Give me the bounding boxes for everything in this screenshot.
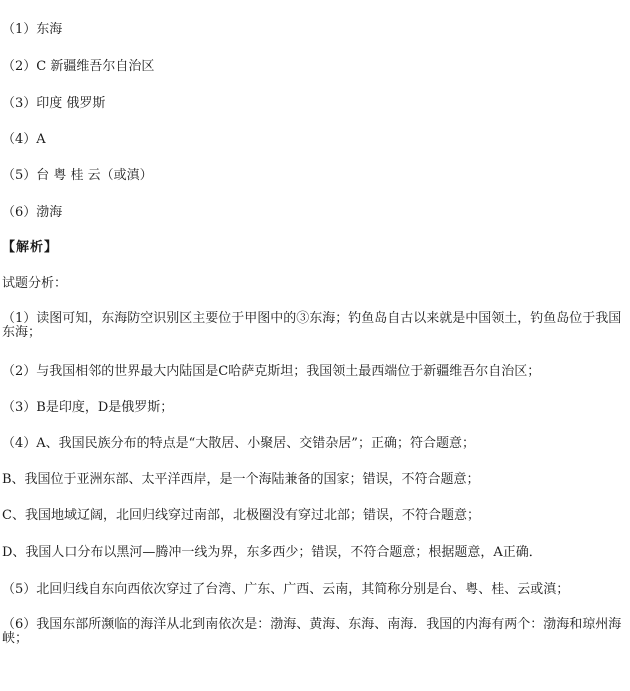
analysis-line-1: （1）读图可知，东海防空识别区主要位于甲图中的③东海；钓鱼岛自古以来就是中国领土，钓鱼岛位于我国东海； bbox=[2, 311, 622, 340]
analysis-line-3: （3）B是印度，D是俄罗斯； bbox=[2, 400, 174, 415]
answer-line-1: （1）东海 bbox=[2, 22, 63, 37]
analysis-intro: 试题分析： bbox=[2, 276, 68, 291]
analysis-line-2: （2）与我国相邻的世界最大内陆国是C哈萨克斯坦；我国领土最西端位于新疆维吾尔自治区； bbox=[2, 364, 541, 379]
answer-line-6: （6）渤海 bbox=[2, 205, 63, 220]
answer-line-3: （3）印度 俄罗斯 bbox=[2, 96, 106, 111]
analysis-heading: 【解析】 bbox=[2, 240, 59, 255]
analysis-line-7: D、我国人口分布以黑河—腾冲一线为界，东多西少；错误，不符合题意；根据题意，A正确． bbox=[2, 545, 542, 560]
answer-line-5: （5）台 粤 桂 云（或滇） bbox=[2, 168, 153, 183]
analysis-line-6: C、我国地域辽阔，北回归线穿过南部，北极圈没有穿过北部；错误，不符合题意； bbox=[2, 508, 480, 523]
analysis-line-4: （4）A、我国民族分布的特点是“大散居、小聚居、交错杂居”；正确；符合题意； bbox=[2, 436, 475, 451]
analysis-line-8: （5）北回归线自东向西依次穿过了台湾、广东、广西、云南，其简称分别是台、粤、桂、云或滇； bbox=[2, 582, 570, 597]
analysis-line-5: B、我国位于亚洲东部、太平洋西岸，是一个海陆兼备的国家；错误，不符合题意； bbox=[2, 472, 480, 487]
answer-line-2: （2）C 新疆维吾尔自治区 bbox=[2, 59, 155, 74]
analysis-line-9: （6）我国东部所濒临的海洋从北到南依次是：渤海、黄海、东海、南海．我国的内海有两个：渤海和琼州海峡； bbox=[2, 617, 622, 646]
answer-line-4: （4）A bbox=[2, 132, 46, 147]
